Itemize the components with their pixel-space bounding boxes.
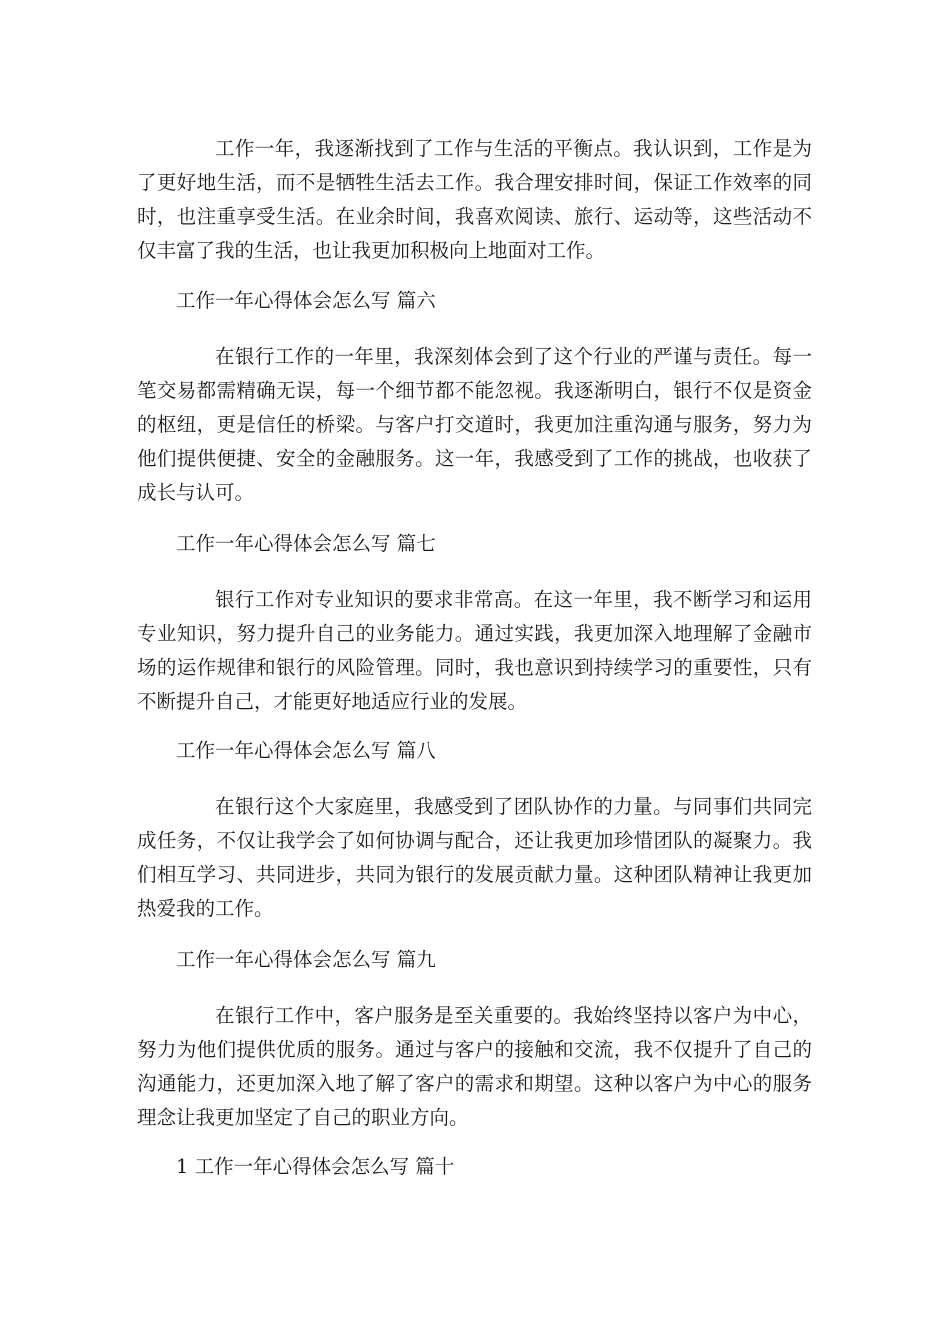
section-heading-9: 工作一年心得体会怎么写 篇九: [176, 948, 436, 971]
body-paragraph: 工作一年，我逐渐找到了工作与生活的平衡点。我认识到，工作是为了更好地生活，而不是牺牲生活去工作。我合理安排时间，保证工作效率的同时，也注重享受生活。在业余时间，我喜欢阅读、旅行、运动等，这些活动不仅丰富了我的生活，也让我更加积极向上地面对工作。: [137, 137, 812, 262]
body-paragraph: 在银行这个大家庭里，我感受到了团队协作的力量。与同事们共同完成任务，不仅让我学会了如何协调与配合，还让我更加珍惜团队的凝聚力。我们相互学习、共同进步，共同为银行的发展贡献力量。这种团队精神让我更加热爱我的工作。: [137, 795, 812, 920]
section-heading-10: 1 工作一年心得体会怎么写 篇十: [176, 1155, 455, 1178]
section-heading-7: 工作一年心得体会怎么写 篇七: [176, 532, 436, 555]
section-heading-6: 工作一年心得体会怎么写 篇六: [176, 289, 436, 312]
body-paragraph: 在银行工作中，客户服务是至关重要的。我始终坚持以客户为中心，努力为他们提供优质的服务。通过与客户的接触和交流，我不仅提升了自己的沟通能力，还更加深入地了解了客户的需求和期望。这种以客户为中心的服务理念让我更加坚定了自己的职业方向。: [137, 1004, 812, 1129]
section-heading-8: 工作一年心得体会怎么写 篇八: [176, 739, 436, 762]
body-paragraph: 在银行工作的一年里，我深刻体会到了这个行业的严谨与责任。每一笔交易都需精确无误，每一个细节都不能忽视。我逐渐明白，银行不仅是资金的枢纽，更是信任的桥梁。与客户打交道时，我更加注重沟通与服务，努力为他们提供便捷、安全的金融服务。这一年，我感受到了工作的挑战，也收获了成长与认可。: [137, 345, 812, 504]
body-paragraph: 银行工作对专业知识的要求非常高。在这一年里，我不断学习和运用专业知识，努力提升自己的业务能力。通过实践，我更加深入地理解了金融市场的运作规律和银行的风险管理。同时，我也意识到持续学习的重要性，只有不断提升自己，才能更好地适应行业的发展。: [137, 588, 812, 713]
